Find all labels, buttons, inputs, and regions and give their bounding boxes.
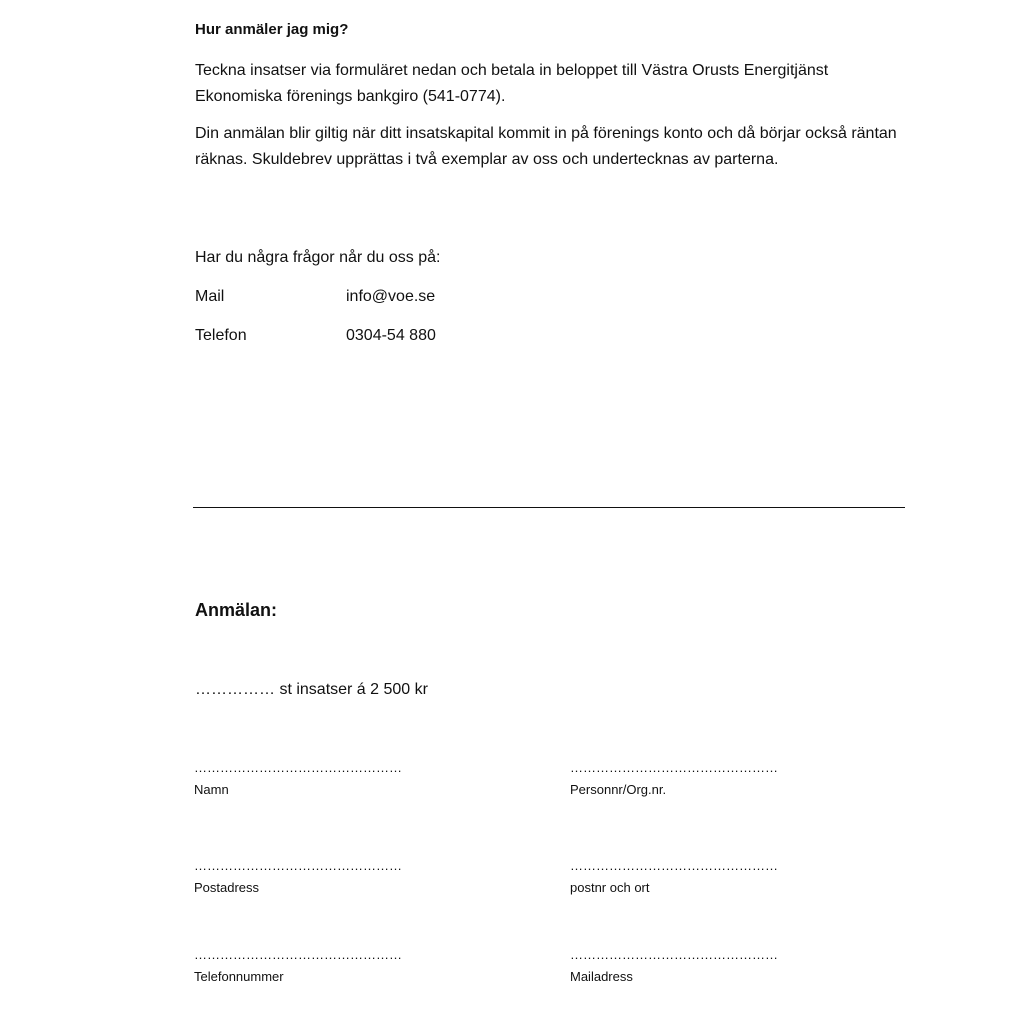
name-field[interactable]: ………………………………………… — [194, 760, 402, 775]
form-title: Anmälan: — [195, 600, 278, 620]
shares-line[interactable]: …………… st insatser á 2 500 kr — [195, 681, 428, 698]
contact-intro: Har du några frågor når du oss på: — [195, 249, 441, 266]
postal-address-label: Postadress — [194, 880, 260, 895]
postal-address-field[interactable]: ………………………………………… — [194, 858, 402, 873]
name-label: Namn — [194, 782, 229, 797]
info-paragraph-2: Din anmälan blir giltig när ditt insatskapital kommit in på förenings konto och då börjar också räntan räknas. Skuldebrev upprättas i två exemplar av oss och undertecknas av parterna. — [195, 125, 897, 168]
phone-number-field[interactable]: ………………………………………… — [194, 947, 402, 962]
info-paragraph-1: Teckna insatser via formuläret nedan och betala in beloppet till Västra Orusts Energitjänst Ekonomiska förenings bankgiro (541-0774). — [195, 62, 829, 105]
section-divider — [193, 507, 905, 508]
contact-label-mail: Mail — [195, 288, 225, 305]
contact-label-phone: Telefon — [195, 327, 247, 344]
contact-value-phone: 0304-54 880 — [346, 327, 436, 344]
phone-number-label: Telefonnummer — [194, 969, 284, 984]
personnr-field[interactable]: ………………………………………… — [570, 760, 778, 775]
postcode-city-label: postnr och ort — [570, 880, 650, 895]
personnr-label: Personnr/Org.nr. — [570, 782, 667, 797]
info-heading: Hur anmäler jag mig? — [195, 21, 349, 38]
email-field[interactable]: ………………………………………… — [570, 947, 778, 962]
email-label: Mailadress — [570, 969, 633, 984]
postcode-city-field[interactable]: ………………………………………… — [570, 858, 778, 873]
contact-value-mail: info@voe.se — [346, 288, 436, 305]
